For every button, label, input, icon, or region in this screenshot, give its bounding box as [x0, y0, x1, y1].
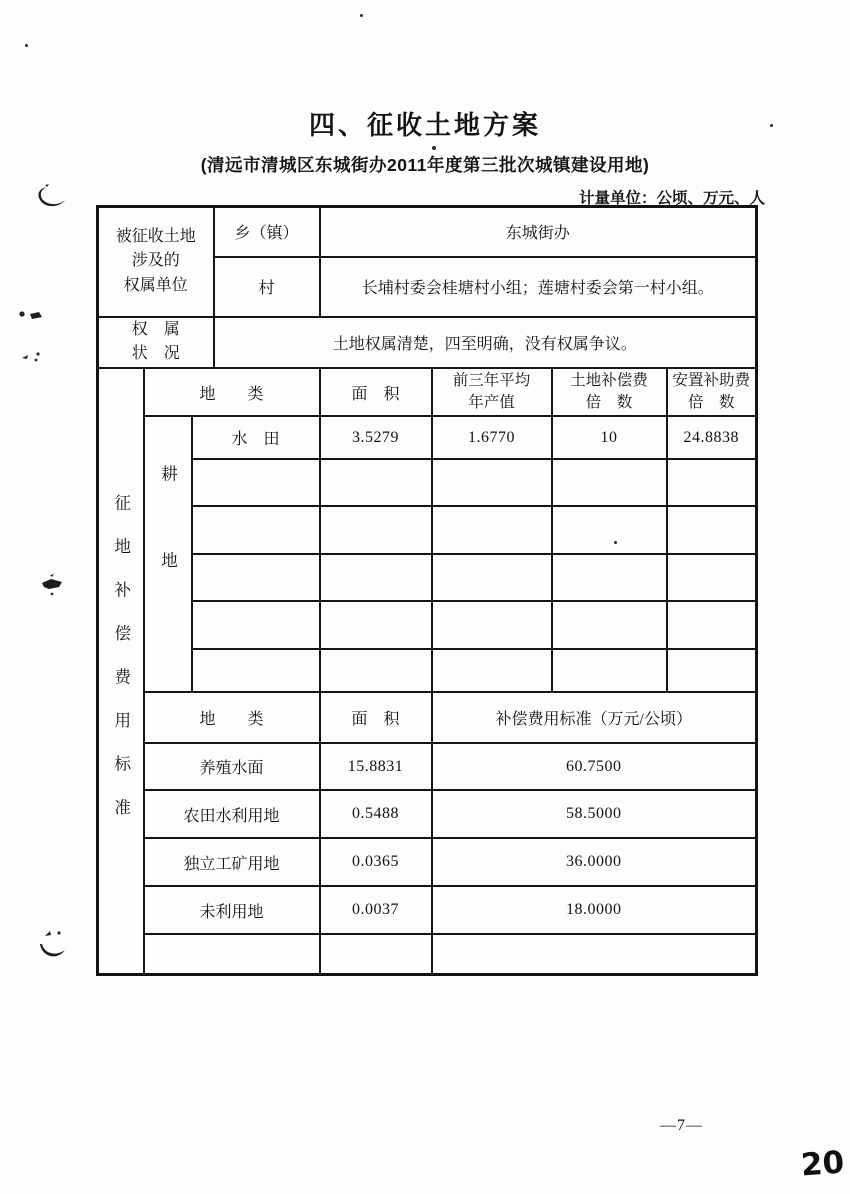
cell-avg-output: [432, 554, 552, 601]
page-number: —7—: [660, 1117, 703, 1134]
header2-standard: 补偿费用标准（万元/公顷）: [432, 692, 757, 743]
table-row: [98, 554, 757, 601]
cultivated-land-label-cell: [144, 416, 192, 692]
cell-resettle: 24.8838: [667, 416, 757, 459]
cell-resettle: [667, 554, 757, 601]
header-resettle-multiple: 安置补助费 倍 数: [667, 368, 757, 416]
cell-land-type: 农田水利用地: [144, 790, 320, 838]
ownership-label-line: 被征收土地: [115, 227, 196, 245]
cell-resettle: [667, 649, 757, 692]
table-row: [98, 601, 757, 649]
ownership-label-line: 权属单位: [123, 277, 188, 295]
table-row: [98, 692, 757, 743]
cell-area: 3.5279: [320, 416, 432, 459]
cell-area: 0.5488: [320, 790, 432, 838]
cell-land-type: [192, 554, 320, 601]
cell-land-type: 养殖水面: [144, 743, 320, 790]
cell-area: [320, 459, 432, 506]
status-value: 土地权属清楚，四至明确，没有权属争议。: [214, 317, 757, 369]
cell-avg-output: [432, 601, 552, 649]
cell-avg-output: [432, 649, 552, 692]
cell-land-comp: [552, 601, 667, 649]
table-row: [98, 790, 757, 838]
header-area: 面 积: [320, 368, 432, 416]
table-row: [98, 934, 757, 974]
table-row: [98, 743, 757, 790]
table-row: [98, 459, 757, 506]
cell-land-type: [192, 649, 320, 692]
cell-land-type: [192, 459, 320, 506]
header2-area: 面 积: [320, 692, 432, 743]
cell-resettle: [667, 506, 757, 554]
village-value: 长埔村委会桂塘村小组；莲塘村委会第一村小组。: [320, 257, 757, 317]
scan-speck-icon: [18, 308, 46, 322]
cell-standard: 36.0000: [432, 838, 757, 886]
cell-area: [320, 601, 432, 649]
cell-area: 0.0037: [320, 886, 432, 934]
land-acquisition-table: [96, 205, 758, 976]
cell-land-type: [144, 934, 320, 974]
cell-land-comp: [552, 459, 667, 506]
header-avg-output: 前三年平均 年产值: [432, 368, 552, 416]
table-row: [98, 838, 757, 886]
scan-smudge-icon: [38, 926, 70, 962]
cell-land-comp: 10: [552, 416, 667, 459]
table-row: [98, 317, 757, 369]
township-value: 东城街办: [320, 207, 757, 257]
table-row: [98, 649, 757, 692]
cell-standard: 18.0000: [432, 886, 757, 934]
cell-avg-output: 1.6770: [432, 416, 552, 459]
scan-speck-icon: [432, 146, 436, 150]
cell-land-comp: [552, 649, 667, 692]
compensation-side-label: 征地补偿费用标准: [111, 494, 131, 843]
scan-smudge-icon: [37, 184, 69, 210]
header-land-type: 地 类: [144, 368, 320, 416]
scan-speck-icon: [360, 14, 363, 17]
cell-resettle: [667, 601, 757, 649]
cell-area: 0.0365: [320, 838, 432, 886]
cell-resettle: [667, 459, 757, 506]
cell-avg-output: [432, 459, 552, 506]
village-label: 村: [214, 257, 320, 317]
township-label: 乡（镇）: [214, 207, 320, 257]
cell-area: [320, 934, 432, 974]
status-label-line: 权 属: [131, 320, 180, 338]
cell-land-type: [192, 506, 320, 554]
compensation-side-label-cell: [98, 368, 144, 974]
table-row: [98, 886, 757, 934]
cell-land-type: 水 田: [192, 416, 320, 459]
scan-smudge-icon: [40, 574, 66, 598]
cell-area: [320, 649, 432, 692]
table-row: [98, 416, 757, 459]
scan-speck-icon: [770, 124, 773, 127]
cell-standard: 60.7500: [432, 743, 757, 790]
scan-speck-icon: [25, 44, 28, 47]
scan-speck-icon: [614, 541, 617, 544]
page-subtitle: (清远市清城区东城街办2011年度第三批次城镇建设用地): [200, 155, 650, 175]
header-land-comp-multiple: 土地补偿费 倍 数: [552, 368, 667, 416]
table-row: [98, 368, 757, 416]
cell-land-type: 未利用地: [144, 886, 320, 934]
handwritten-number: 20: [799, 1144, 846, 1184]
status-label-line: 状 况: [131, 345, 180, 363]
cultivated-land-label: 耕地: [158, 465, 178, 639]
table-row: [98, 506, 757, 554]
cell-land-comp: [552, 506, 667, 554]
cell-land-type: 独立工矿用地: [144, 838, 320, 886]
status-label: [98, 317, 214, 369]
table-row: [98, 207, 757, 257]
cell-avg-output: [432, 506, 552, 554]
header2-land-type: 地 类: [144, 692, 320, 743]
cell-area: [320, 506, 432, 554]
cell-area: [320, 554, 432, 601]
cell-standard: [432, 934, 757, 974]
cell-land-type: [192, 601, 320, 649]
measurement-unit-note: 计量单位：公顷、万元、人: [578, 190, 765, 207]
cell-area: 15.8831: [320, 743, 432, 790]
cell-standard: 58.5000: [432, 790, 757, 838]
ownership-units-label: [98, 207, 214, 317]
ownership-label-line: 涉及的: [131, 252, 180, 270]
page-title: 四、征收土地方案: [308, 110, 541, 140]
cell-land-comp: [552, 554, 667, 601]
scan-speck-icon: [20, 350, 46, 364]
